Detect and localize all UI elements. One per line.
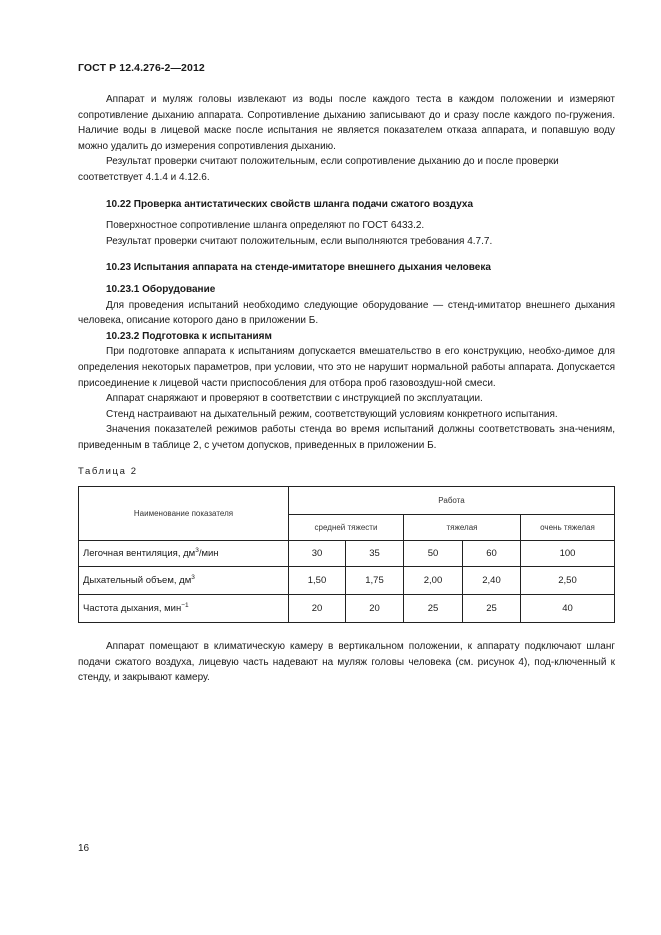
table-cell: 2,40 [463,567,521,595]
paragraph: Аппарат помещают в климатическую камеру в вертикальном положении, к аппарату подключают шланг подачи сжатого воздуха, лицевую часть надевают на муляж головы человека (см. рисунок 4), под-ключенный к стенду, и закрывают камеру. [78,641,615,684]
subsection-title-10-23-2: 10.23.2 Подготовка к испытаниям [106,330,272,342]
paragraph: Аппарат снаряжают и проверяют в соответствии с инструкцией по эксплуатации. [106,393,483,405]
table-cell: 20 [346,595,404,623]
paragraph: Стенд настраивают на дыхательный режим, соответствующий условиям конкретного испытания. [106,408,558,420]
table-cell: 100 [521,541,615,567]
paragraph: Результат проверки считают положительным, если выполняются требования 4.7.7. [106,235,493,247]
table-row [79,567,615,595]
table-cell: 50 [404,541,463,567]
column-header: тяжелая [404,515,521,541]
table-cell: 60 [463,541,521,567]
table-cell: 2,50 [521,567,615,595]
table-cell: 2,00 [404,567,463,595]
table-cell: 1,50 [289,567,346,595]
paragraph: При подготовке аппарата к испытаниям допускается вмешательство в его конструкцию, необхо-димое для определения некоторых параметров, при условии, что это не нарушит нормальной работы аппарата. Допускается присоединение к лицевой части приспособления для отбора проб газовоздуш-ной смеси. [78,346,615,389]
subsection-title-10-23-1: 10.23.1 Оборудование [106,283,216,295]
table-row [79,541,615,567]
table-cell: 30 [289,541,346,567]
page-content [78,92,615,686]
row-label: Легочная вентиляция, $дм^3$/мин [79,541,289,567]
table-row [79,595,615,623]
page-number: 16 [78,843,90,854]
document-header: ГОСТ Р 12.4.276-2—2012 [78,62,205,74]
table-cell: 35 [346,541,404,567]
parameters-table [78,486,615,623]
paragraph: Поверхностное сопротивление шланга определяют по ГОСТ 6433.2. [106,220,425,232]
table-cell: 25 [463,595,521,623]
column-header-name: Наименование показателя [79,487,289,541]
table-cell: 25 [404,595,463,623]
paragraph: Для проведения испытаний необходимо следующие оборудование — стенд-имитатор внешнего дыхания человека, описание которого дано в приложении Б. [78,299,615,327]
paragraph: Аппарат и муляж головы извлекают из воды после каждого теста в каждом положении и измеряют сопротивление дыханию аппарата. Сопротивление дыханию записывают до и сразу после каждого по-гружения. Наличие воды в лицевой маске после испытания не является показателем отказа аппарата, и попавшую воду можно удалить до измерения сопротивления дыханию. [78,94,615,152]
column-header: средней тяжести [289,515,404,541]
table-cell: 20 [289,595,346,623]
column-header: очень тяжелая [521,515,615,541]
section-title-10-22: 10.22 Проверка антистатических свойств шланга подачи сжатого воздуха [106,198,474,210]
row-label: Дыхательный объем, $дм^3$ [79,567,289,595]
section-title-10-23: 10.23 Испытания аппарата на стенде-имитаторе внешнего дыхания человека [106,262,491,274]
paragraph: Значения показателей режимов работы стенда во время испытаний должны соответствовать зна-чениям, приведенным в таблице 2, с учетом допусков, приведенных в приложении Б. [78,424,615,451]
paragraph: Результат проверки считают положительным, если сопротивление дыханию до и после проверки соответствует 4.1.4 и 4.12.6. [78,156,559,183]
column-group-header: Работа [289,487,615,515]
table-cell: 40 [521,595,615,623]
row-label: Частота дыхания, мин$^{-1}$ [79,595,289,623]
table-cell: 1,75 [346,567,404,595]
table-caption: Таблица 2 [78,466,138,478]
